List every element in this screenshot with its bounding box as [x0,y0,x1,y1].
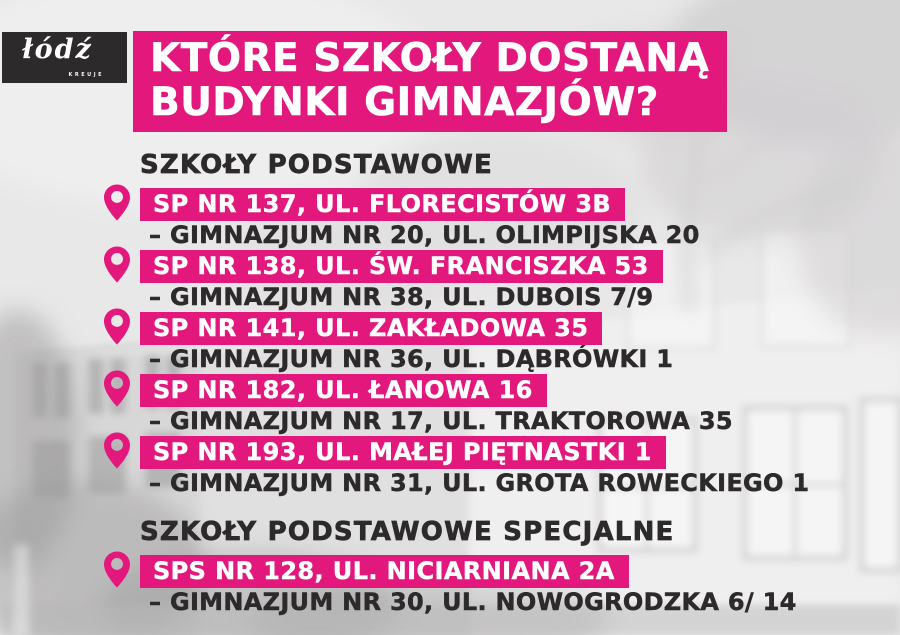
gimnazjum-label: – GIMNAZJUM NR 20, UL. OLIMPIJSKA 20 [149,221,700,249]
headline-line1: KTÓRE SZKOŁY DOSTANĄ [150,36,710,81]
gimnazjum-label: – GIMNAZJUM NR 17, UL. TRAKTOROWA 35 [149,407,733,435]
headline-line2: BUDYNKI GIMNAZJÓW? [150,79,659,125]
section-heading-podstawowe: SZKOŁY PODSTAWOWE [140,150,493,180]
school-label: SPS NR 128, UL. NICIARNIANA 2A [140,555,629,588]
school-label: SP NR 193, UL. MAŁEJ PIĘTNASTKI 1 [140,436,666,469]
gimnazjum-label: – GIMNAZJUM NR 30, UL. NOWOGRODZKA 6/ 14 [149,588,797,616]
school-item [140,555,809,614]
location-pin-icon [104,432,130,469]
location-pin-icon [104,308,130,345]
school-label: SP NR 141, UL. ZAKŁADOWA 35 [140,312,602,345]
school-list [140,150,809,617]
gimnazjum-label: – GIMNAZJUM NR 31, UL. GROTA ROWECKIEGO 1 [149,469,810,497]
school-label: SP NR 182, UL. ŁANOWA 16 [140,374,547,407]
school-item [140,188,809,247]
location-pin-icon [104,246,130,283]
location-pin-icon [104,551,130,588]
school-item [140,312,809,371]
location-pin-icon [104,370,130,407]
school-item [140,250,809,309]
lodz-logo-script: łódź [22,34,93,65]
gimnazjum-label: – GIMNAZJUM NR 36, UL. DĄBRÓWKI 1 [149,345,674,373]
school-item [140,436,809,495]
school-label: SP NR 137, UL. FLORECISTÓW 3B [140,188,625,221]
school-label: SP NR 138, UL. ŚW. FRANCISZKA 53 [140,250,663,283]
lodz-logo [2,32,127,83]
headline-banner [133,31,727,132]
section-heading-specjalne: SZKOŁY PODSTAWOWE SPECJALNE [140,517,675,547]
school-item [140,374,809,433]
lodz-logo-tagline: KREUJE [68,72,104,78]
gimnazjum-label: – GIMNAZJUM NR 38, UL. DUBOIS 7/9 [149,283,654,311]
location-pin-icon [104,184,130,221]
